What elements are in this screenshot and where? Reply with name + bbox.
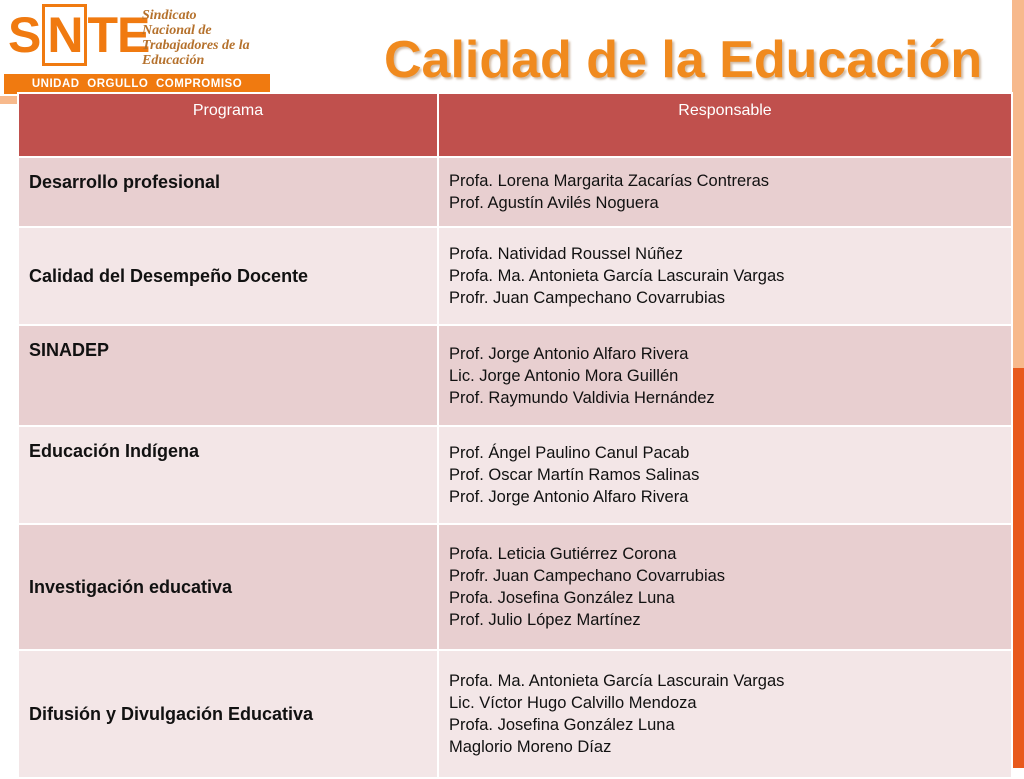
responsable-name: Profa. Ma. Antonieta García Lascurain Vargas [449,672,785,690]
program-cell: Difusión y Divulgación Educativa [18,650,438,778]
logo-letter-s: S [8,7,41,63]
responsable-cell [438,157,1012,227]
table-header-row [18,93,1012,157]
responsable-name: Profa. Leticia Gutiérrez Corona [449,545,677,563]
table-row [18,157,1012,227]
program-cell: Educación Indígena [18,426,438,524]
left-accent-stripe [0,96,18,104]
responsable-name: Profa. Josefina González Luna [449,589,675,607]
program-cell: Calidad del Desempeño Docente [18,227,438,325]
slogan-word: UNIDAD [31,78,80,90]
table-row [18,227,1012,325]
logo-name-line: Sindicato [142,8,197,23]
responsable-cell [438,426,1012,524]
header-responsable: Responsable [438,93,1012,157]
header-programa: Programa [18,93,438,157]
responsable-cell [438,325,1012,426]
responsable-name: Maglorio Moreno Díaz [449,738,612,756]
responsable-cell [438,524,1012,650]
table-row [18,325,1012,426]
logo-letter-e: E [117,7,150,63]
responsable-name: Profa. Lorena Margarita Zacarías Contreras [449,172,770,190]
program-cell: Investigación educativa [18,524,438,650]
responsable-name: Profr. Juan Campechano Covarrubias [449,289,726,307]
logo-letters [8,6,149,64]
logo-slogan-banner [4,74,270,94]
table-row [18,524,1012,650]
right-accent-bar-top [1012,0,1024,368]
responsable-cell [438,227,1012,325]
program-cell: Desarrollo profesional [18,157,438,227]
logo-name-line: Nacional de [142,23,212,38]
responsable-name: Lic. Jorge Antonio Mora Guillén [449,366,679,385]
responsable-name: Prof. Ángel Paulino Canul Pacab [449,444,690,462]
logo-union-name [142,8,250,68]
logo-name-line: Educación [142,53,205,68]
responsable-name: Prof. Julio López Martínez [449,611,641,629]
table-row [18,426,1012,524]
slogan-word: ORGULLO [87,78,149,90]
programs-table [17,92,1013,779]
responsable-name: Prof. Oscar Martín Ramos Salinas [449,466,700,484]
responsable-name: Profa. Josefina González Luna [449,716,675,734]
responsable-name: Lic. Víctor Hugo Calvillo Mendoza [449,694,697,712]
slogan-word: COMPROMISO [156,78,243,90]
responsable-name: Prof. Agustín Avilés Noguera [449,194,659,212]
program-cell: SINADEP [18,325,438,426]
responsable-name: Profa. Natividad Roussel Núñez [449,245,683,263]
table-row [18,650,1012,778]
responsable-name: Prof. Raymundo Valdivia Hernández [449,388,715,407]
slide-title: Calidad de la Educación [384,31,983,89]
responsable-cell [438,650,1012,778]
responsable-name: Prof. Jorge Antonio Alfaro Rivera [449,488,689,506]
logo-letter-n: N [42,4,87,66]
responsable-name: Profr. Juan Campechano Covarrubias [449,567,726,585]
responsable-name: Prof. Jorge Antonio Alfaro Rivera [449,344,689,363]
logo-name-line: Trabajadores de la [142,38,250,53]
right-accent-bar-bottom [1012,368,1024,768]
snte-logo [4,6,274,98]
logo-letter-t: T [87,7,118,63]
responsable-name: Profa. Ma. Antonieta García Lascurain Vargas [449,267,785,285]
